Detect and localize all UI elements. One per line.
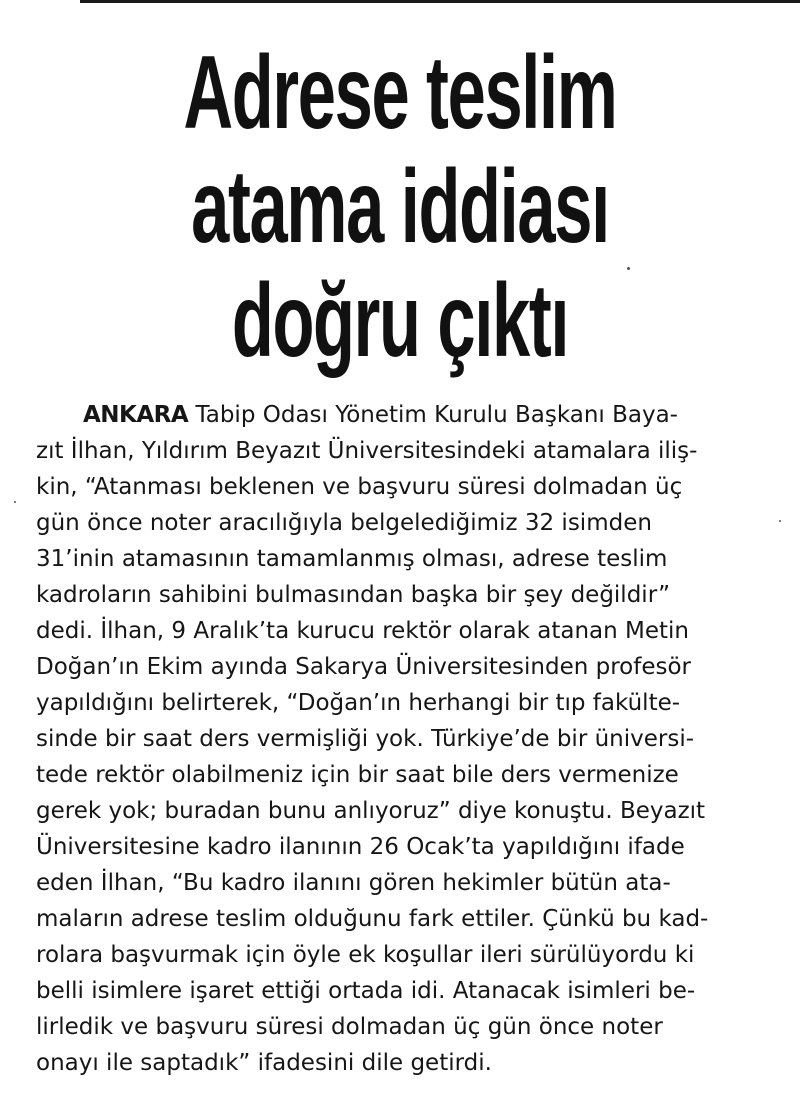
top-rule (80, 0, 800, 3)
first-line-text: Tabip Odası Yönetim Kurulu Başkanı Baya- (188, 402, 678, 428)
scan-speck (779, 520, 781, 522)
body-line: 31’inin atamasının tamamlanmış olması, adrese teslim (36, 546, 668, 572)
headline (136, 36, 664, 378)
body-line: lirledik ve başvuru süresi dolmadan üç gün önce noter (36, 1014, 663, 1040)
headline-line: atama iddiası (191, 149, 609, 265)
scan-speck (14, 501, 16, 503)
scan-speck (627, 267, 630, 270)
body-line: dedi. İlhan, 9 Aralık’ta kurucu rektör olarak atanan Metin (36, 618, 689, 644)
body-line: gün önce noter aracılığıyla belgelediğimiz 32 isimden (36, 510, 652, 536)
body-line: rolara başvurmak için öyle ek koşullar ileri sürülüyordu ki (36, 942, 695, 968)
body-line: tede rektör olabilmeniz için bir saat bile ders vermenize (36, 762, 679, 788)
dateline: ANKARA (83, 402, 189, 428)
article-body (36, 397, 776, 1081)
body-line: belli isimlere işaret ettiği ortada idi. Atanacak isimleri be- (36, 978, 696, 1004)
body-line: yapıldığını belirterek, “Doğan’ın herhangi bir tıp fakülte- (36, 690, 681, 716)
body-line: gerek yok; buradan bunu anlıyoruz” diye konuştu. Beyazıt (36, 798, 706, 824)
headline-line: Adrese teslim (183, 35, 617, 151)
body-line: maların adrese teslim olduğunu fark ettiler. Çünkü bu kad- (36, 906, 709, 932)
body-line: Doğan’ın Ekim ayında Sakarya Üniversitesinden profesör (36, 654, 691, 680)
body-line: eden İlhan, “Bu kadro ilanını gören hekimler bütün ata- (36, 870, 671, 896)
headline-line: doğru çıktı (231, 263, 569, 379)
body-line: kadroların sahibini bulmasından başka bir şey değildir” (36, 582, 671, 608)
body-line: sinde bir saat ders vermişliği yok. Türkiye’de bir üniversi- (36, 726, 695, 752)
body-line: kin, “Atanması beklenen ve başvuru süresi dolmadan üç (36, 474, 683, 500)
body-line: onayı ile saptadık” ifadesini dile getirdi. (36, 1050, 492, 1076)
body-line: Üniversitesine kadro ilanının 26 Ocak’ta yapıldığını ifade (36, 834, 685, 860)
body-line: zıt İlhan, Yıldırım Beyazıt Üniversitesindeki atamalara iliş- (36, 438, 698, 464)
body-line (36, 397, 776, 433)
